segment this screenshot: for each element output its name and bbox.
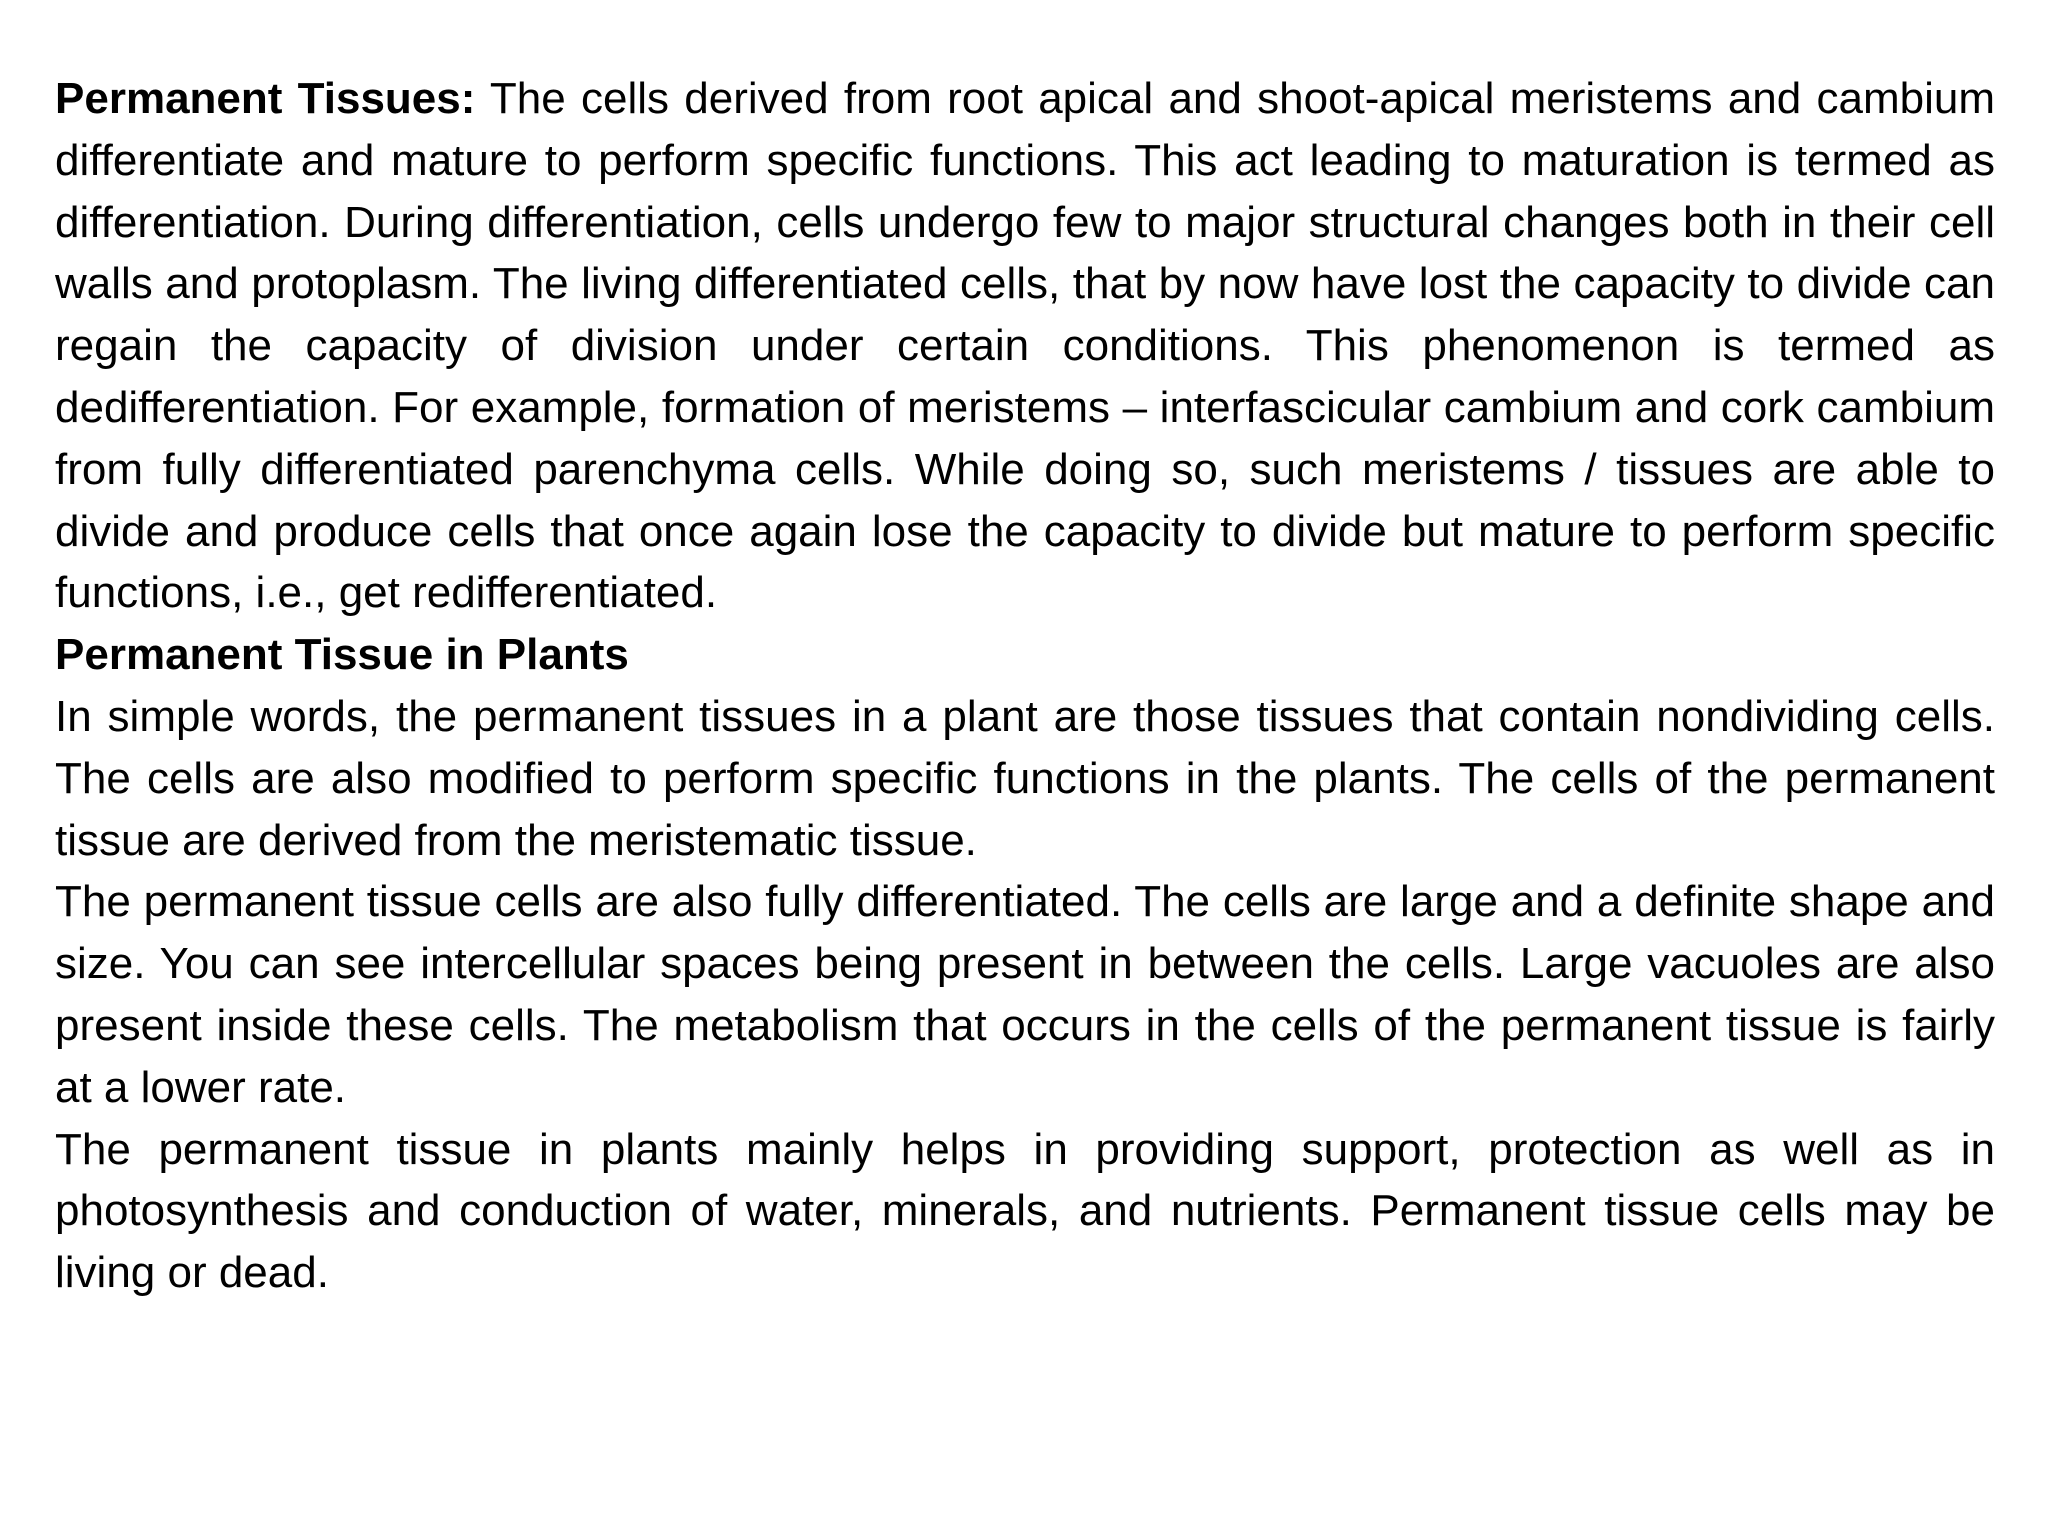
intro-paragraph (55, 68, 1995, 624)
slide-content (55, 68, 1995, 1304)
intro-label: Permanent Tissues: (55, 74, 476, 123)
section-paragraph-2: The permanent tissue cells are also fully differentiated. The cells are large and a definite shape and size. You can see intercellular spaces being present in between the cells. Large vacuoles are also present inside these cells. The metabolism that occurs in the cells of the permanent tissue is fairly at a lower rate. (55, 877, 1995, 1112)
section-paragraph-1: In simple words, the permanent tissues in a plant are those tissues that contain nondividing cells. The cells are also modified to perform specific functions in the plants. The cells of the permanent tissue are derived from the meristematic tissue. (55, 691, 1995, 865)
intro-text: The cells derived from root apical and shoot-apical meristems and cambium differentiate and mature to perform specific functions. This act leading to maturation is termed as differentiation. During differentiation, cells undergo few to major structural changes both in their cell walls and protoplasm. The living differentiated cells, that by now have lost the capacity to divide can regain the capacity of division under certain conditions. This phenomenon is termed as dedifferentiation. For example, formation of meristems – interfascicular cambium and cork cambium from fully differentiated parenchyma cells. While doing so, such meristems / tissues are able to divide and produce cells that once again lose the capacity to divide but mature to perform specific functions, i.e., get redifferentiated. (55, 74, 1995, 618)
section-heading: Permanent Tissue in Plants (55, 630, 629, 680)
section-paragraph-3: The permanent tissue in plants mainly helps in providing support, protection as well as in photosynthesis and conduction of water, minerals, and nutrients. Permanent tissue cells may be living or dead. (55, 1124, 1995, 1298)
